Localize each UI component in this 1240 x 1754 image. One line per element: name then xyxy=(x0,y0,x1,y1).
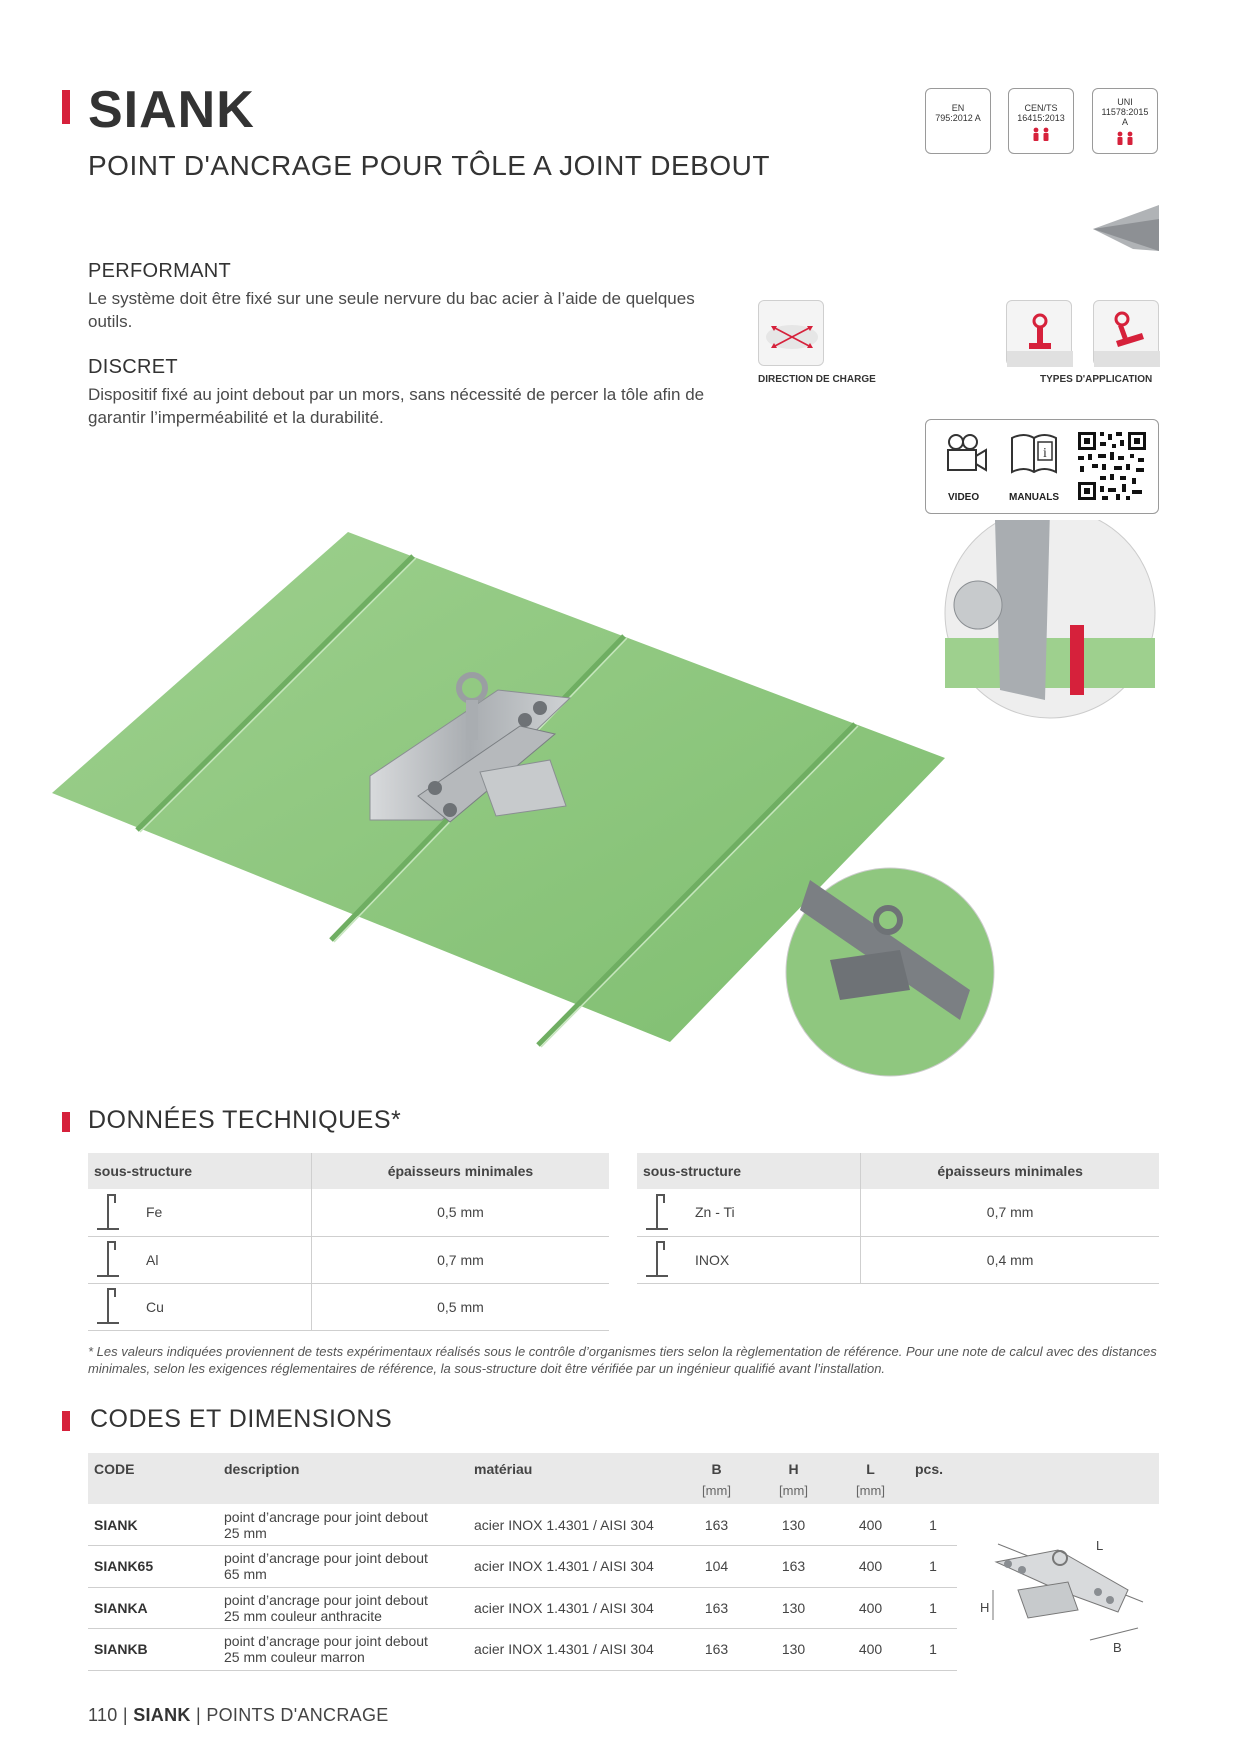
seam-profile-icon xyxy=(637,1236,677,1283)
dim-l: 400 xyxy=(832,1587,909,1629)
thickness-value: 0,4 mm xyxy=(861,1236,1159,1283)
dim-b: 163 xyxy=(678,1587,755,1629)
pieces: 1 xyxy=(909,1546,957,1588)
col-code: CODE xyxy=(94,1461,135,1477)
material-name: Fe xyxy=(128,1189,311,1236)
desc-line: point d’ancrage pour joint debout xyxy=(224,1633,428,1650)
tech-table-left xyxy=(88,1153,609,1331)
tech-footnote: * Les valeurs indiquées proviennent de tests expérimentaux réalisés sous le contrôle d’organismes tiers selon la règlementation de référence. Pour une note de calcul avec des distances minimales, selon les exigences réglementaires de référence, la sous-structure doit être vérifiée par un ingénieur qualifié avant l’installation. xyxy=(88,1344,1157,1376)
seam-profile-icon xyxy=(88,1189,128,1236)
table-row xyxy=(637,1189,1159,1236)
table-row xyxy=(88,1587,957,1629)
dim-h: 163 xyxy=(755,1546,832,1588)
cert-line: EN xyxy=(951,103,965,113)
tech-section-title: DONNÉES TECHNIQUES* xyxy=(88,1106,402,1134)
cert-badge-cents xyxy=(1008,88,1074,154)
cert-line: 795:2012 A xyxy=(935,113,981,123)
codes-section-title: CODES ET DIMENSIONS xyxy=(90,1405,393,1433)
unit-l: [mm] xyxy=(856,1483,885,1498)
cert-line: 16415:2013 xyxy=(1017,113,1065,123)
direction-label: DIRECTION DE CHARGE xyxy=(758,374,876,385)
load-direction-icon xyxy=(758,300,824,366)
product-material: acier INOX 1.4301 / AISI 304 xyxy=(468,1504,678,1546)
col-material: matériau xyxy=(474,1461,533,1477)
table-row xyxy=(88,1189,609,1236)
dim-label-h: H xyxy=(980,1600,990,1615)
dim-b: 163 xyxy=(678,1504,755,1546)
col-thickness: épaisseurs minimales xyxy=(861,1153,1159,1189)
col-substructure: sous-structure xyxy=(88,1153,311,1189)
product-code: SIANKB xyxy=(88,1629,218,1671)
product-code: SIANK65 xyxy=(88,1546,218,1588)
seam-profile-icon xyxy=(88,1236,128,1283)
material-name: Cu xyxy=(128,1283,311,1330)
product-code: SIANK xyxy=(88,1504,218,1546)
dim-b: 104 xyxy=(678,1546,755,1588)
product-description xyxy=(218,1629,468,1671)
video-label[interactable]: VIDEO xyxy=(948,492,980,503)
page-footer xyxy=(88,1705,389,1726)
seam-profile-icon xyxy=(88,1283,128,1330)
application-type-icon-1 xyxy=(1006,300,1072,366)
svg-text:i: i xyxy=(1043,446,1047,461)
product-code: SIANKA xyxy=(88,1587,218,1629)
desc-line: 25 mm couleur anthracite xyxy=(224,1607,382,1624)
page-subtitle: POINT D'ANCRAGE POUR TÔLE A JOINT DEBOUT xyxy=(88,150,770,181)
product-material: acier INOX 1.4301 / AISI 304 xyxy=(468,1587,678,1629)
dim-h: 130 xyxy=(755,1587,832,1629)
desc-line: point d’ancrage pour joint debout xyxy=(224,1591,428,1608)
cert-line: CEN/TS xyxy=(1024,103,1058,113)
media-panel xyxy=(925,419,1159,514)
desc-line: 25 mm couleur marron xyxy=(224,1649,365,1666)
desc-line: 65 mm xyxy=(224,1566,267,1583)
product-material: acier INOX 1.4301 / AISI 304 xyxy=(468,1546,678,1588)
product-description xyxy=(218,1587,468,1629)
dimension-diagram xyxy=(978,1530,1158,1660)
pieces: 1 xyxy=(909,1629,957,1671)
desc-line: 25 mm xyxy=(224,1524,267,1541)
col-h: H xyxy=(788,1461,799,1477)
dim-h: 130 xyxy=(755,1504,832,1546)
seam-profile-icon xyxy=(637,1189,677,1236)
cert-line: 11578:2015 xyxy=(1101,107,1149,117)
dim-h: 130 xyxy=(755,1629,832,1671)
table-row xyxy=(88,1236,609,1283)
qr-code-icon[interactable] xyxy=(1076,430,1148,502)
pieces: 1 xyxy=(909,1587,957,1629)
detail-zoom-jaw xyxy=(945,520,1155,718)
title-accent-bar xyxy=(62,90,70,124)
performant-heading: PERFORMANT xyxy=(88,260,231,282)
footer-sep: | xyxy=(196,1705,207,1725)
col-pcs: pcs. xyxy=(915,1461,944,1477)
material-name: Zn - Ti xyxy=(677,1189,861,1236)
col-l: L xyxy=(866,1461,875,1477)
cert-line: UNI xyxy=(1117,97,1133,107)
manuals-label[interactable]: MANUALS xyxy=(1009,492,1059,503)
thickness-value: 0,5 mm xyxy=(311,1283,609,1330)
table-row xyxy=(88,1283,609,1330)
col-thickness: épaisseurs minimales xyxy=(311,1153,609,1189)
dim-label-l: L xyxy=(1096,1538,1104,1553)
material-name: INOX xyxy=(677,1236,861,1283)
page-title: SIANK xyxy=(88,81,255,139)
manual-book-icon[interactable] xyxy=(1008,430,1060,478)
page-number: 110 xyxy=(88,1705,118,1725)
two-persons-icon xyxy=(1009,127,1073,142)
pieces: 1 xyxy=(909,1504,957,1546)
dim-l: 400 xyxy=(832,1546,909,1588)
detail-zoom-anchor xyxy=(786,868,994,1076)
unit-h: [mm] xyxy=(779,1483,808,1498)
col-description: description xyxy=(224,1461,300,1477)
cert-badge-en795 xyxy=(925,88,991,154)
col-b: B xyxy=(711,1461,722,1477)
dim-l: 400 xyxy=(832,1504,909,1546)
material-name: Al xyxy=(128,1236,311,1283)
unit-b: [mm] xyxy=(702,1483,731,1498)
tech-table-right xyxy=(637,1153,1159,1284)
footer-section: POINTS D'ANCRAGE xyxy=(206,1705,389,1725)
thickness-value: 0,7 mm xyxy=(861,1189,1159,1236)
footer-product: SIANK xyxy=(133,1705,191,1725)
tech-section-bar xyxy=(62,1112,70,1132)
desc-line: point d’ancrage pour joint debout xyxy=(224,1508,428,1525)
codes-table xyxy=(88,1453,957,1671)
product-illustration xyxy=(10,520,1170,1100)
performant-text: Le système doit être fixé sur une seule nervure du bac acier à l’aide de quelques outils. xyxy=(88,289,695,331)
codes-section-bar xyxy=(62,1411,70,1431)
blade-icon xyxy=(1093,205,1159,255)
desc-line: point d’ancrage pour joint debout xyxy=(224,1550,428,1567)
types-label: TYPES D'APPLICATION xyxy=(1040,374,1153,385)
product-material: acier INOX 1.4301 / AISI 304 xyxy=(468,1629,678,1671)
table-row xyxy=(88,1629,957,1671)
product-description xyxy=(218,1504,468,1546)
dim-b: 163 xyxy=(678,1629,755,1671)
thickness-value: 0,5 mm xyxy=(311,1189,609,1236)
discret-text: Dispositif fixé au joint debout par un mors, sans nécessité de percer la tôle afin de garantir l’imperméabilité et la durabilité. xyxy=(88,385,705,427)
product-description xyxy=(218,1546,468,1588)
footer-sep: | xyxy=(122,1705,134,1725)
cert-line: A xyxy=(1121,117,1128,127)
thickness-value: 0,7 mm xyxy=(311,1236,609,1283)
table-row xyxy=(88,1504,957,1546)
cert-badge-uni xyxy=(1092,88,1158,154)
table-row xyxy=(88,1546,957,1588)
dim-l: 400 xyxy=(832,1629,909,1671)
dim-label-b: B xyxy=(1113,1640,1122,1655)
application-type-icon-2 xyxy=(1093,300,1159,366)
two-persons-icon xyxy=(1093,131,1157,146)
col-substructure: sous-structure xyxy=(637,1153,861,1189)
table-row xyxy=(637,1236,1159,1283)
video-camera-icon[interactable] xyxy=(942,430,990,478)
discret-heading: DISCRET xyxy=(88,356,178,378)
